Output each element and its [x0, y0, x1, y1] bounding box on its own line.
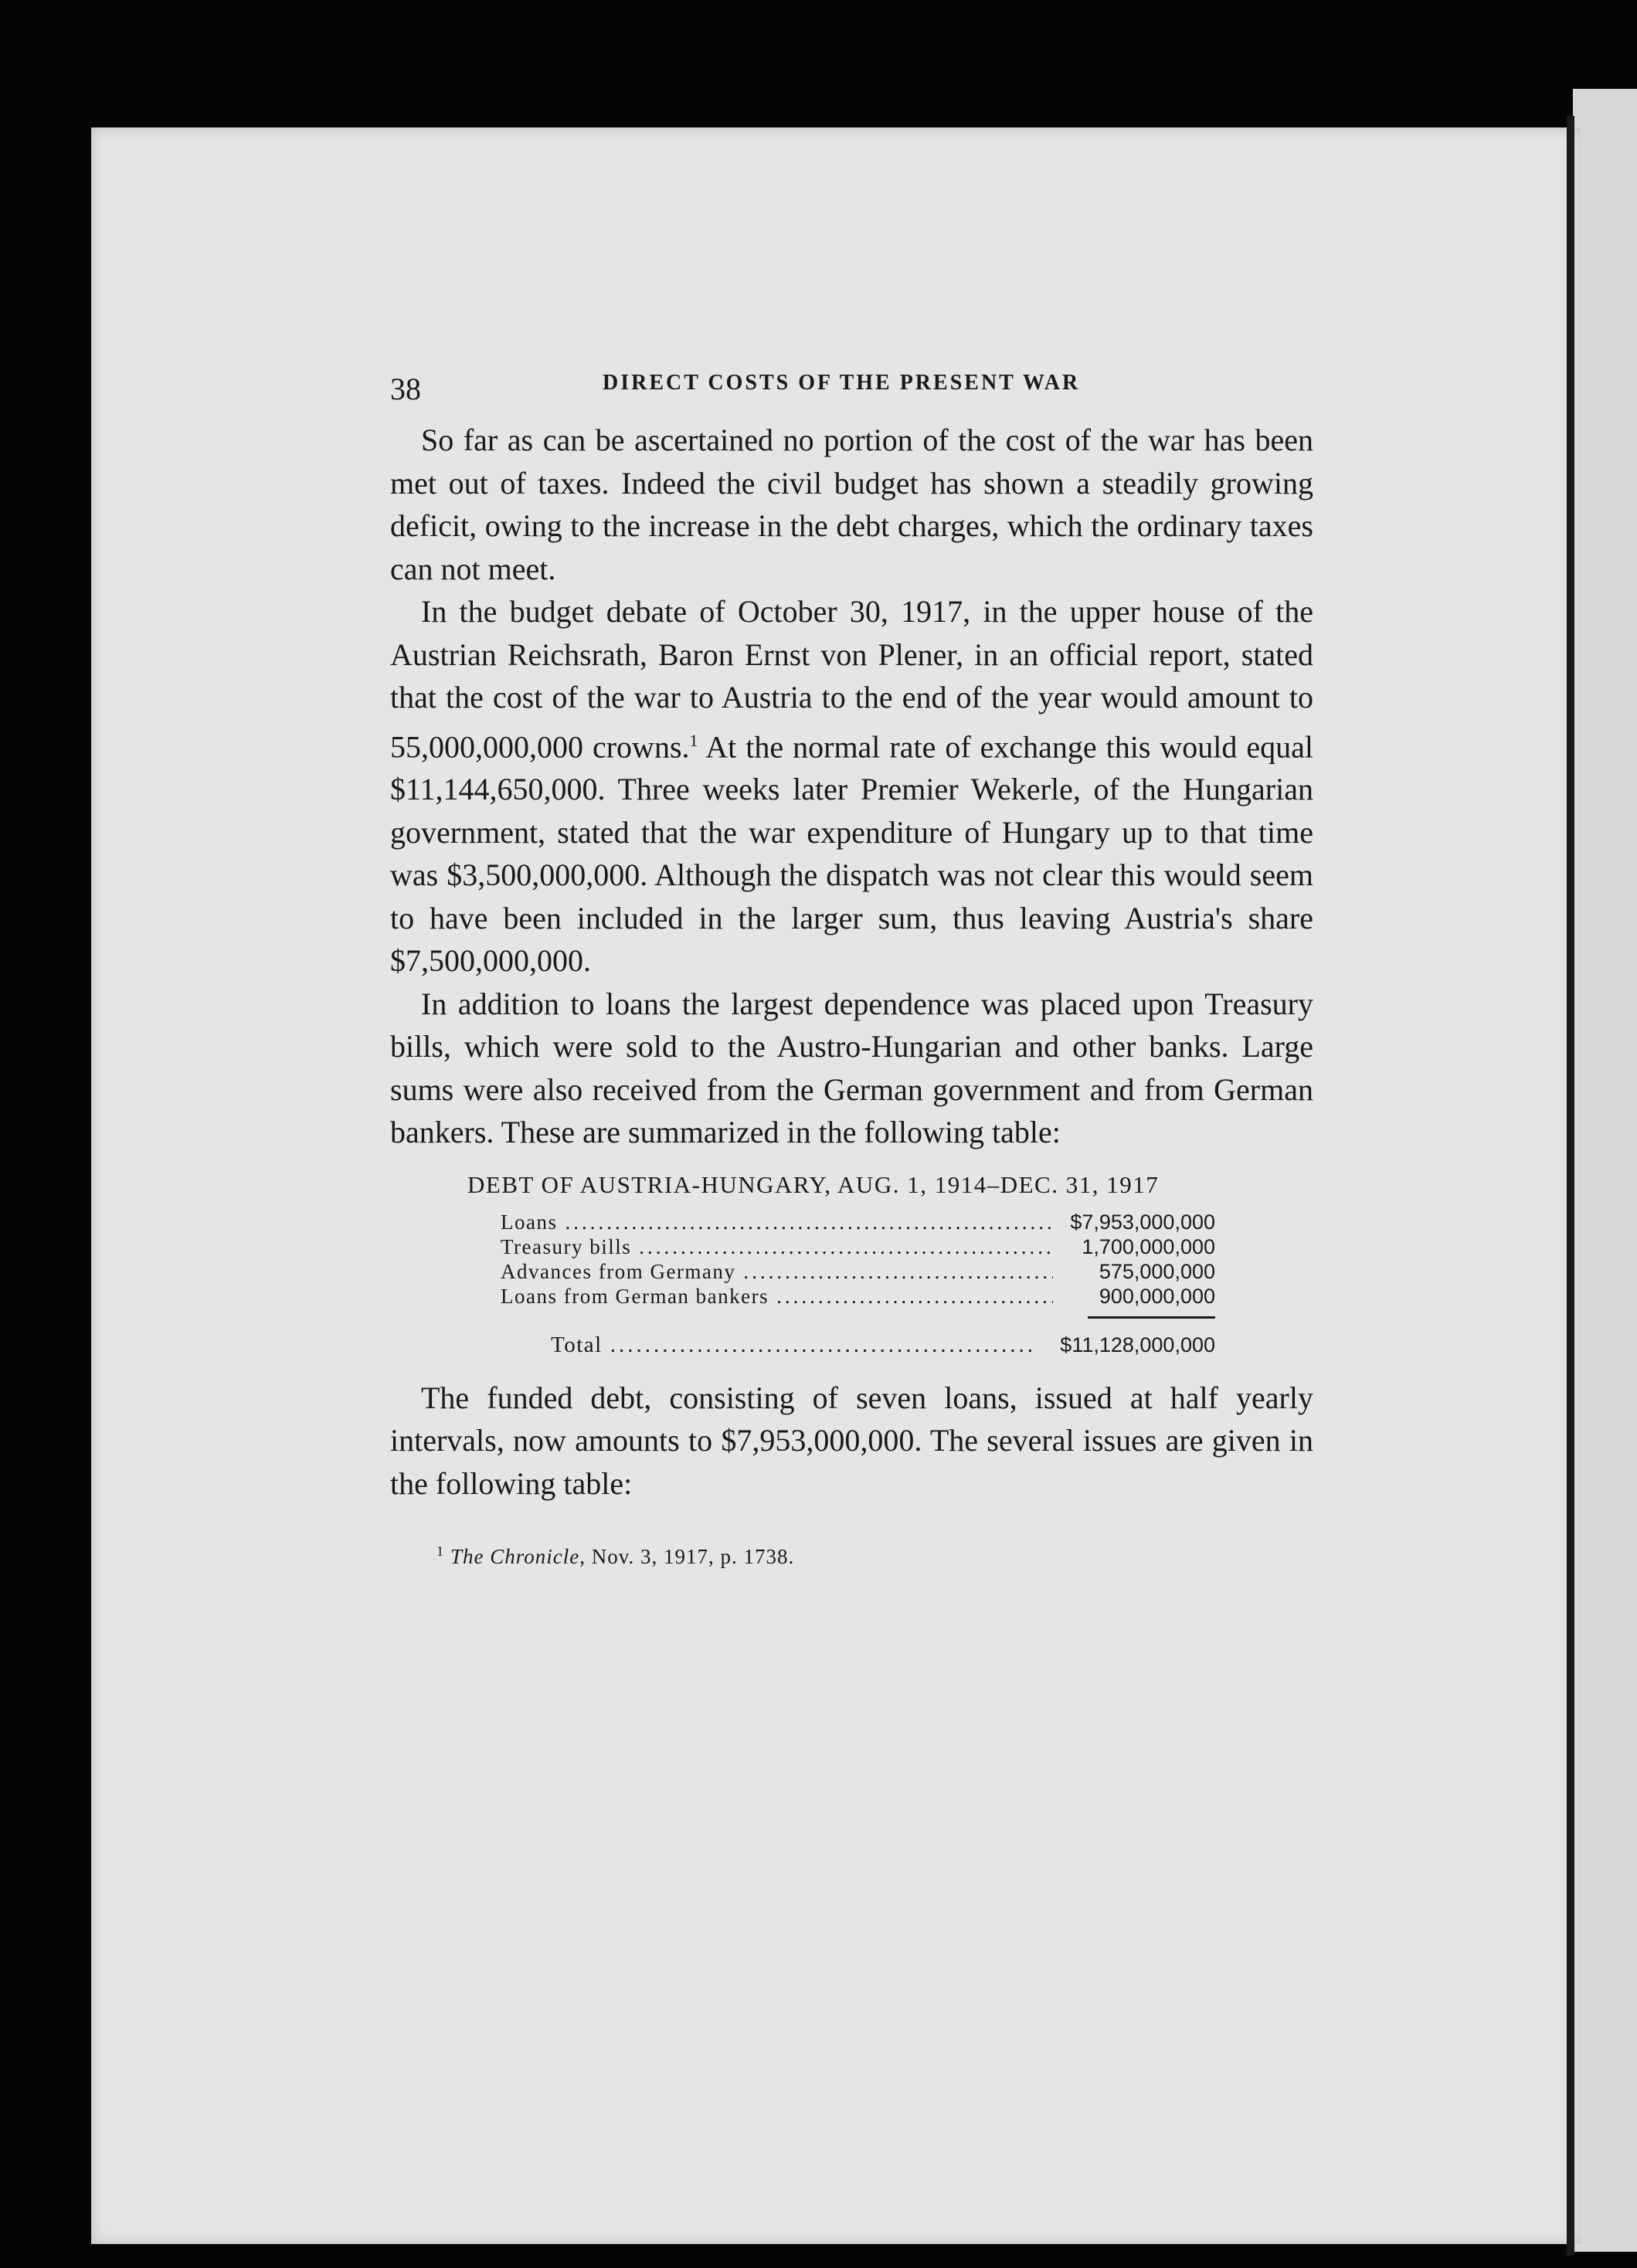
leader-dots: [743, 1259, 1053, 1284]
page-edge: [1567, 116, 1574, 2256]
row-value: 575,000,000: [1099, 1259, 1215, 1283]
footnote: [436, 1543, 1313, 1569]
row-label: Loans: [501, 1210, 558, 1234]
paragraph-1: So far as can be ascertained no portion of the cost of the war has been met out of taxes. Indeed the civil budget has shown a steadily growing deficit, owing to the increase in the debt charges, which the ordinary taxes can not meet.: [390, 423, 1313, 586]
leader-dots: [776, 1284, 1053, 1309]
row-value: 900,000,000: [1099, 1284, 1215, 1308]
leader-dots: [565, 1210, 1053, 1234]
total-rule: [1088, 1316, 1215, 1319]
table-row: [501, 1234, 1215, 1259]
row-value: 1,700,000,000: [1082, 1234, 1215, 1258]
total-value: $11,128,000,000: [1060, 1333, 1215, 1356]
paragraph-4: The funded debt, consisting of seven loans, issued at half yearly intervals, now amounts to $7,953,000,000. The several issues are given in the following table:: [390, 1380, 1313, 1501]
row-value: $7,953,000,000: [1070, 1210, 1215, 1234]
page-number: 38: [390, 372, 421, 406]
debt-table-title: DEBT OF AUSTRIA-HUNGARY, AUG. 1, 1914–DEC. 31, 1917: [467, 1170, 1160, 1198]
paragraph-2: [390, 590, 1313, 983]
paragraph-2-text: In the budget debate of October 30, 1917, in the upper house of the Austrian Reichsrath, Baron Ernst von Plener, in an official report, stated that the cost of the war to Austria to the end of the year would amount to 55,000,000,000 crowns.: [390, 594, 1313, 764]
paragraph-3: In addition to loans the largest dependence was placed upon Treasury bills, which were sold to the Austro-Hungarian and other banks. Large sums were also received from the German government and from German bankers. These are summarized in the following table:: [390, 986, 1313, 1150]
running-title: DIRECT COSTS OF THE PRESENT WAR: [603, 371, 1081, 395]
leader-dots: [610, 1333, 1038, 1358]
row-label: Loans from German bankers: [501, 1284, 769, 1308]
paragraph-2-continued: At the normal rate of exchange this would equal $11,144,650,000. Three weeks later Premier Wekerle, of the Hungarian government, stated that the war expenditure of Hungary up to that time was $3,500,000,000. Although the dispatch was not clear this would seem to have been included in the larger sum, thus leaving Austria's share $7,500,000,000.: [390, 728, 1313, 979]
table-row: [501, 1210, 1215, 1234]
row-label: Advances from Germany: [501, 1259, 736, 1283]
table-row: [501, 1284, 1215, 1309]
total-row: [551, 1333, 1215, 1358]
footnote-source-title: The Chronicle: [450, 1545, 580, 1569]
row-label: Treasury bills: [501, 1234, 632, 1258]
page-content: [390, 355, 1313, 1569]
footnote-source-details: , Nov. 3, 1917, p. 1738.: [579, 1545, 795, 1569]
debt-table: [390, 1171, 1313, 1358]
adjacent-page-strip: [1573, 89, 1637, 2252]
table-row: [501, 1259, 1215, 1284]
running-head: [390, 355, 1313, 409]
leader-dots: [639, 1234, 1053, 1259]
total-label: Total: [551, 1332, 603, 1357]
footnote-reference: 1: [689, 730, 698, 750]
footnote-mark: 1: [436, 1543, 444, 1560]
